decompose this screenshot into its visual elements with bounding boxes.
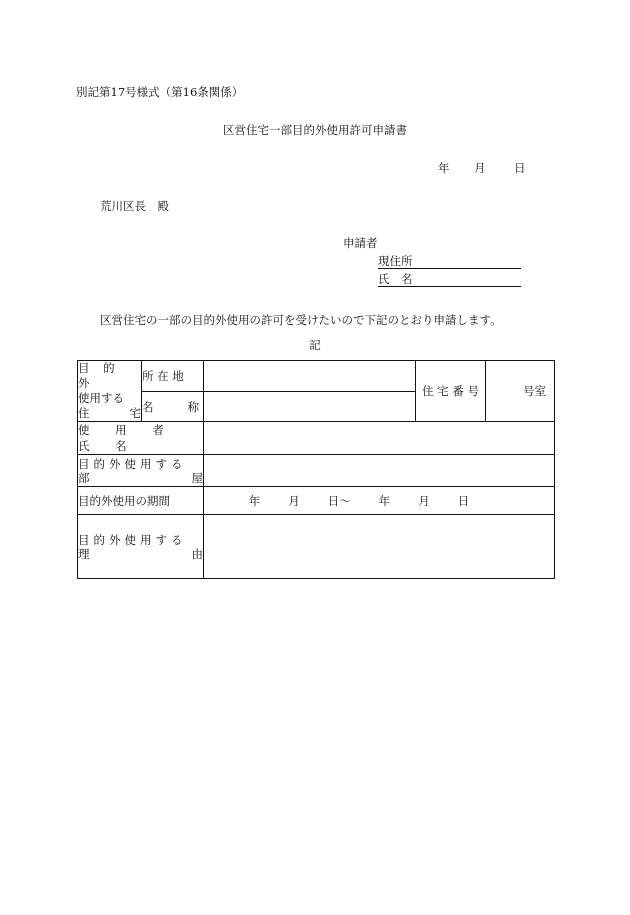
name-field[interactable] [378, 270, 521, 287]
name-label-b: 称 [187, 399, 199, 414]
reason-label-line1: 目的外使用する [78, 532, 187, 547]
room-label [78, 455, 204, 487]
name-label: 氏 名 [378, 272, 413, 286]
user-name-field[interactable] [204, 422, 555, 455]
date-day: 日 [514, 161, 526, 175]
application-table [77, 360, 555, 579]
address-label: 現住所 [378, 254, 413, 268]
room-label-b: 屋 [191, 470, 203, 485]
location-field[interactable] [204, 361, 416, 392]
room-field[interactable] [204, 455, 555, 487]
housing-label [78, 361, 142, 422]
reason-label [78, 515, 204, 579]
room-label-line1: 目的外使用する [78, 456, 187, 471]
period-year-end: 年 [378, 493, 391, 508]
name-label-a: 名 [142, 399, 154, 414]
name-label [142, 392, 204, 422]
address-field[interactable] [378, 252, 521, 269]
period-day-start: 日～ [327, 493, 351, 508]
room-label-a: 部 [78, 470, 90, 485]
period-day-end: 日 [457, 493, 470, 508]
applicant-label: 申請者 [343, 236, 378, 250]
housing-label-line2: 使用する [78, 391, 124, 405]
period-label: 目的外使用の期間 [78, 487, 204, 515]
ki-heading: 記 [309, 338, 321, 352]
reason-label-a: 理 [78, 546, 90, 561]
housing-label-line1: 目 的 外 [78, 361, 120, 390]
housing-label-line3b: 宅 [129, 406, 141, 420]
date-line [438, 160, 526, 176]
period-month-start: 月 [288, 493, 300, 508]
housing-label-line3a: 住 [78, 406, 90, 420]
statement: 区営住宅の一部の目的外使用の許可を受けたいので下記のとおり申請します。 [100, 313, 502, 327]
unit-number-field[interactable] [486, 361, 555, 422]
unit-suffix: 号室 [523, 384, 546, 398]
reason-label-b: 由 [191, 546, 203, 561]
addressee: 荒川区長 殿 [100, 199, 169, 213]
period-month-end: 月 [418, 493, 430, 508]
user-name-label [78, 422, 204, 455]
name-field[interactable] [204, 392, 416, 422]
date-month: 月 [474, 161, 486, 175]
document-title: 区営住宅一部目的外使用許可申請書 [223, 123, 407, 137]
date-year: 年 [438, 161, 450, 175]
period-year-start: 年 [248, 493, 261, 508]
reason-field[interactable] [204, 515, 555, 579]
form-number: 別記第17号様式（第16条関係） [76, 85, 244, 99]
location-label: 所 在 地 [142, 361, 204, 392]
user-name-label-text: 使 用 者 氏 名 [78, 423, 175, 453]
period-field[interactable] [204, 487, 555, 515]
unit-number-label: 住 宅 番 号 [416, 361, 486, 422]
